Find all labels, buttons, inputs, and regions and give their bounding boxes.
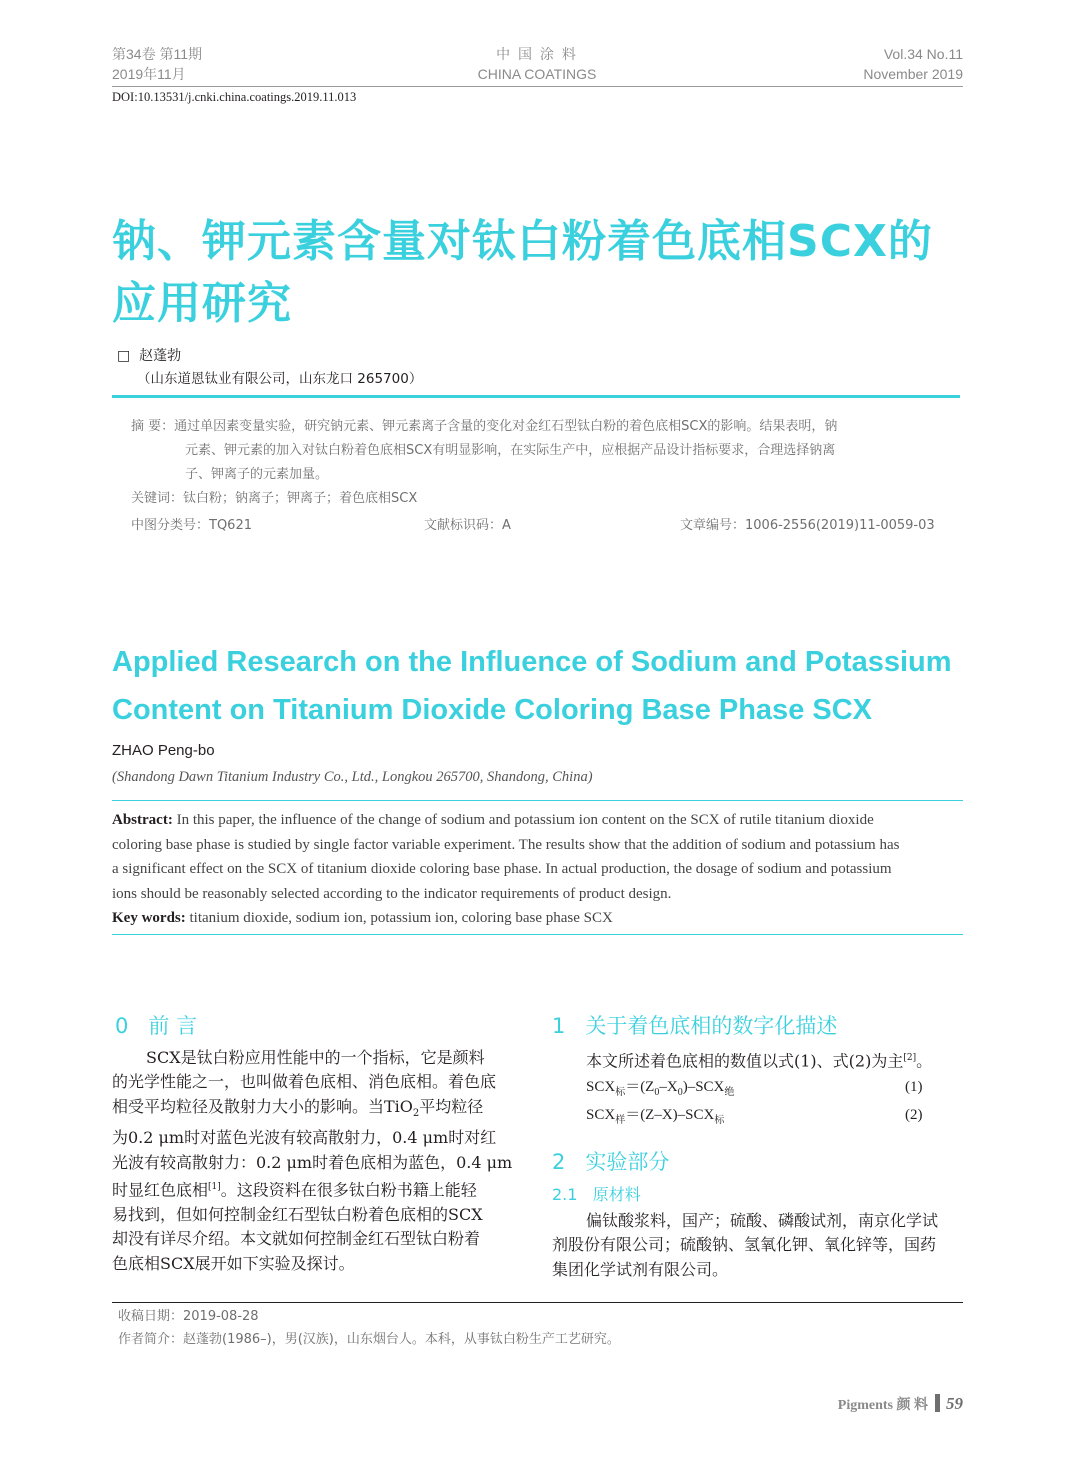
received-date: 收稿日期：2019-08-28 [118, 1309, 259, 1324]
subsection-title: 原材料 [592, 1185, 641, 1204]
author-en-name: ZHAO Peng-bo [112, 742, 215, 759]
eq-sub: 绝 [724, 1087, 735, 1098]
section0-line: 易找到，但如何控制金红石型钛白粉着色底相的SCX [112, 1204, 483, 1224]
clc-number: 中图分类号：TQ621 [131, 518, 252, 533]
header-volume-en: Vol.34 No.11 [883, 46, 963, 62]
section0-line-tail: 平均粒径 [419, 1096, 484, 1116]
classification-row [131, 511, 951, 541]
section2-line: 集团化学试剂有限公司。 [552, 1259, 729, 1279]
section2-title: 实验部分 [585, 1150, 670, 1174]
eq-term: –X [659, 1079, 678, 1095]
abstract-en-line3: a significant effect on the SCX of titanium dioxide coloring base phase. In actual production, the dosage of sodium and potassium [112, 861, 892, 878]
abstract-en [112, 808, 972, 931]
affiliation-cn: （山东道恩钛业有限公司，山东龙口 265700） [137, 371, 423, 387]
section0-line-text: 时显红色底相 [112, 1180, 209, 1200]
eq-term: ＝(Z–X)–SCX [625, 1107, 715, 1123]
section0-line [112, 1175, 525, 1203]
footnote-rule [112, 1302, 963, 1303]
footer-journal: Pigments 颜 料 [837, 1398, 928, 1413]
section2-number: 2 [552, 1150, 566, 1174]
section1-heading [552, 1012, 837, 1040]
header-journal-cn: 中 国 涂 料 [496, 46, 578, 62]
subsection-number: 2.1 [552, 1185, 578, 1204]
header-right [863, 44, 963, 84]
section1-number: 1 [552, 1014, 566, 1038]
equation-1-number: (1) [905, 1079, 923, 1095]
article-number: 文章编号：1006-2556(2019)11-0059-03 [680, 518, 935, 533]
header-volume: 第34卷 第11期 [112, 46, 202, 62]
abstract-en-line4: ions should be reasonably selected according to the indicator requirements of product design. [112, 885, 672, 902]
abstract-cn-line2: 元素、钾元素的加入对钛白粉着色底相SCX有明显影响，在实际生产中，应根据产品设计指标要求，合理选择钠离 [185, 443, 836, 458]
title-en-line2: Content on Titanium Dioxide Coloring Base Phase SCX [112, 694, 873, 726]
keywords-en-text: titanium dioxide, sodium ion, potassium ion, coloring base phase SCX [185, 910, 613, 927]
eq-term: )–SCX [682, 1079, 725, 1095]
eq-sub: 样 [615, 1115, 626, 1126]
eq-sub: 0 [677, 1087, 683, 1098]
section0-line: 为0.2 μm时对蓝色光波有较高散射力，0.4 μm时对红 [112, 1128, 497, 1148]
citation-ref: [2] [903, 1053, 917, 1063]
section0-line [112, 1095, 525, 1127]
subscript: 2 [412, 1108, 420, 1119]
section0-heading [115, 1012, 197, 1040]
page-footer [790, 1392, 963, 1418]
abstract-en-bottom-rule [112, 934, 963, 935]
footer-bar [935, 1394, 940, 1412]
document-code: 文献标识码：A [424, 518, 511, 533]
eq-sub: 0 [654, 1087, 660, 1098]
equation-2 [586, 1101, 724, 1135]
section0-title: 前 言 [148, 1014, 198, 1038]
header-center [437, 44, 637, 84]
section0-line: SCX是钛白粉应用性能中的一个指标，它是颜料 [146, 1048, 485, 1067]
subsection-2-1-heading [552, 1183, 641, 1207]
section0-line: 色底相SCX展开如下实验及探讨。 [112, 1253, 355, 1273]
abstract-en-line2: coloring base phase is studied by single factor variable experiment. The results show that the addition of sodium and potassium has [112, 836, 900, 853]
section1-intro-end: 。 [916, 1051, 933, 1071]
section2-heading [552, 1148, 669, 1176]
abstract-en-label: Abstract: [112, 812, 173, 828]
equation-2-number: (2) [905, 1107, 923, 1123]
title-en-line1: Applied Research on the Influence of Sodium and Potassium [112, 646, 952, 678]
abstract-cn-line1: 通过单因素变量实验，研究钠元素、钾元素离子含量的变化对金红石型钛白粉的着色底相SCX的影响。结果表明，钠 [174, 419, 838, 434]
footnote [118, 1305, 620, 1351]
section0-line-text: 相受平均粒径及散射力大小的影响。当TiO [112, 1096, 413, 1116]
eq-term: SCX [586, 1079, 616, 1095]
eq-term: SCX [586, 1107, 616, 1123]
abstract-en-top-rule [112, 800, 963, 801]
eq-sub: 标 [714, 1115, 725, 1126]
header-date: 2019年11月 [112, 66, 186, 82]
section0-body [112, 1046, 525, 1276]
header-journal-en: CHINA COATINGS [477, 66, 597, 82]
author-box: □ [117, 348, 131, 364]
affiliation-en: (Shandong Dawn Titanium Industry Co., Ltd., Longkou 265700, Shandong, China) [112, 769, 593, 785]
section1-intro-text: 本文所述着色底相的数值以式(1)、式(2)为主 [586, 1051, 904, 1071]
title-rule [112, 395, 960, 398]
title-cn-line2: 应用研究 [112, 278, 292, 329]
section1-title: 关于着色底相的数字化描述 [585, 1014, 838, 1038]
abstract-en-line1: In this paper, the influence of the change of sodium and potassium ion content on the SCX of rutile titanium dioxide [172, 812, 874, 828]
section0-line-tail: 。这段资料在很多钛白粉书籍上能轻 [220, 1180, 477, 1200]
abstract-cn-label: 摘 要： [131, 419, 175, 434]
section0-line: 的光学性能之一，也叫做着色底相、消色底相。着色底 [112, 1072, 497, 1092]
doi: DOI:10.13531/j.cnki.china.coatings.2019.11.013 [112, 90, 357, 104]
author-cn [117, 346, 181, 366]
section1-intro [586, 1046, 966, 1074]
section0-line: 却没有详尽介绍。本文就如何控制金红石型钛白粉着 [112, 1229, 481, 1249]
section2-body [552, 1209, 964, 1282]
page-number: 59 [946, 1394, 963, 1413]
section2-line: 剂股份有限公司；硫酸钠、氢氧化钾、氧化锌等，国药 [552, 1235, 937, 1255]
abstract-cn [131, 415, 951, 541]
keywords-en-label: Key words: [112, 910, 186, 927]
section0-line: 光波有较高散射力：0.2 μm时着色底相为蓝色，0.4 μm [112, 1152, 513, 1172]
keywords-cn: 关键词：钛白粉；钠离子；钾离子；着色底相SCX [131, 491, 418, 506]
header-rule [112, 86, 963, 87]
author-bio: 作者简介：赵蓬勃(1986–)，男(汉族)，山东烟台人。本科，从事钛白粉生产工艺研究。 [118, 1332, 620, 1347]
abstract-cn-line3: 子、钾离子的元素加量。 [185, 467, 329, 482]
title-cn-line1: 钠、钾元素含量对钛白粉着色底相SCX的 [112, 216, 933, 267]
author-cn-name: 赵蓬勃 [139, 348, 182, 364]
section2-line: 偏钛酸浆料，国产；硫酸、磷酸试剂，南京化学试 [586, 1211, 939, 1230]
eq-term: ＝(Z [625, 1079, 655, 1095]
header-date-en: November 2019 [863, 66, 963, 82]
citation-ref: [1] [208, 1182, 221, 1193]
header-left [112, 44, 202, 84]
eq-sub: 标 [615, 1087, 626, 1098]
section0-number: 0 [115, 1014, 129, 1038]
